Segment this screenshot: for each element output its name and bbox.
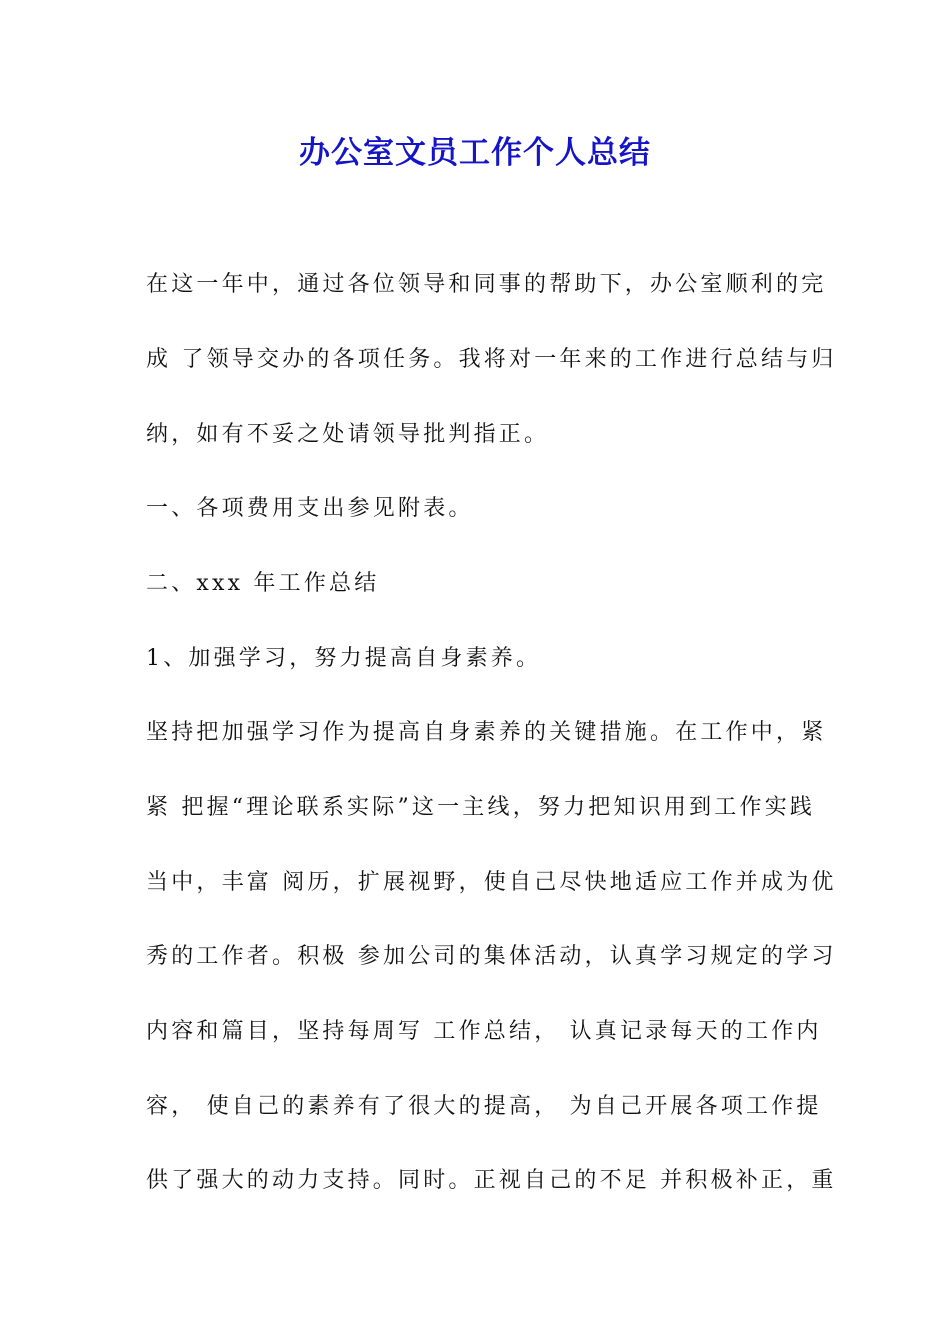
text-line: 坚持把加强学习作为提高自身素养的关键措施。在工作中，紧 [146, 720, 827, 745]
text-line: 紧 把握“理论联系实际”这一主线，努力把知识用到工作实践 [146, 795, 816, 820]
text-line: 当中，丰富 阅历，扩展视野，使自己尽快地适应工作并成为优 [146, 870, 837, 895]
text-line: 供了强大的动力支持。同时。正视自己的不足 并积极补正，重 [146, 1168, 837, 1193]
text-line: 在这一年中，通过各位领导和同事的帮助下，办公室顺利的完 [146, 272, 827, 297]
text-line: 纳，如有不妥之处请领导批判指正。 [146, 422, 550, 447]
section-heading: 二、xxx 年工作总结 [146, 571, 380, 596]
text-line: 内容和篇目，坚持每周写 工作总结， 认真记录每天的工作内 [146, 1019, 822, 1044]
section-heading: 一、各项费用支出参见附表。 [146, 496, 474, 521]
text-line: 成 了领导交办的各项任务。我将对一年来的工作进行总结与归 [146, 347, 837, 372]
text-line: 容， 使自己的素养有了很大的提高， 为自己开展各项工作提 [146, 1094, 822, 1119]
text-line: 秀的工作者。积极 参加公司的集体活动，认真学习规定的学习 [146, 944, 837, 969]
document-title: 办公室文员工作个人总结 [299, 135, 651, 171]
subsection-heading: 1、加强学习，努力提高自身素养。 [146, 646, 542, 671]
